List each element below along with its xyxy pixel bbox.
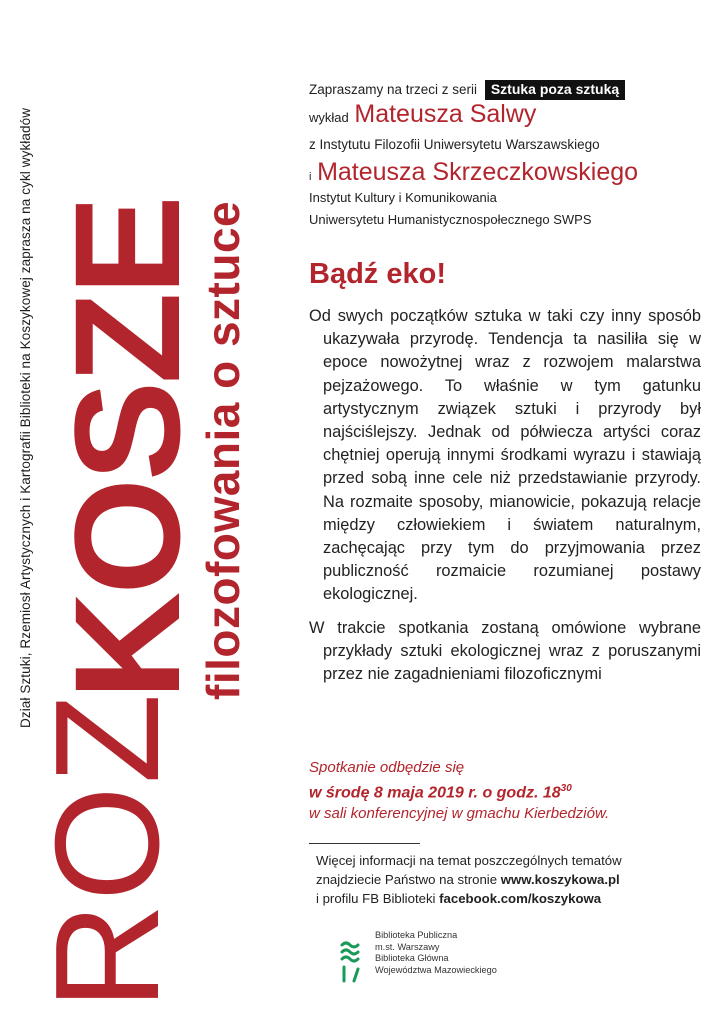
meeting-date bbox=[309, 778, 609, 803]
speaker2-affiliation-1: Instytut Kultury i Komunikowania bbox=[309, 190, 497, 205]
more-info bbox=[316, 851, 622, 908]
library-name bbox=[375, 930, 497, 976]
lecture-prefix: wykład bbox=[309, 110, 349, 125]
info-line-3 bbox=[316, 889, 622, 908]
meeting-intro: Spotkanie odbędzie się bbox=[309, 759, 465, 776]
speaker1-affiliation: z Instytutu Filozofii Uniwersytetu Warszawskiego bbox=[309, 137, 600, 152]
website-link[interactable]: www.koszykowa.pl bbox=[500, 872, 620, 887]
library-line-3: Biblioteka Główna bbox=[375, 953, 449, 963]
speaker2-name: Mateusza Skrzeczkowskiego bbox=[317, 158, 639, 186]
meeting-place: w sali konferencyjnej w gmachu Kierbedziów. bbox=[309, 805, 610, 823]
speaker2-line bbox=[309, 158, 638, 187]
divider bbox=[309, 843, 420, 844]
speaker1-line bbox=[309, 100, 536, 129]
speaker1-name: Mateusza Salwy bbox=[354, 100, 537, 128]
title-prefix: ROZ bbox=[25, 691, 190, 1010]
lecture-paragraph-1: Od swych początków sztuka w taki czy inny sposób ukazywała przyrodę. Tendencja ta nasiliła się w epoce nowożytnej wraz z rozwojem malarstwa pejzażowego. To właśnie w tym gatunku artystycznym związek sztuki i przyrody był najściślejszy. Jednak od półwiecza artyści coraz chętniej operują innymi środkami wyrazu i stawiają przed sobą inne cele niż przedstawianie przyrody. Na rozmaite sposoby, mianowicie, pokazują relacje między człowiekiem i światem naturalnym, zachęcając przy tym do przyjmowania przez publiczność rozmaicie rozumianej postawy ekologicznej. bbox=[309, 307, 701, 604]
meeting-minutes: 30 bbox=[560, 783, 572, 794]
lecture-paragraph-2: W trakcie spotkania zostaną omówione wybrane przykłady sztuki ekologicznej wraz z poruszanymi przez nie zagadnieniami filozoficznymi bbox=[309, 619, 701, 684]
library-line-1: Biblioteka Publiczna bbox=[375, 930, 458, 940]
facebook-link[interactable]: facebook.com/koszykowa bbox=[439, 891, 602, 906]
info-line-2 bbox=[316, 870, 622, 889]
lecture-title: Bądź eko! bbox=[309, 258, 446, 290]
intro-line bbox=[309, 80, 625, 100]
intro-text: Zapraszamy na trzeci z serii bbox=[309, 82, 478, 97]
speaker2-affiliation-2: Uniwersytetu Humanistycznospołecznego SWPS bbox=[309, 212, 592, 227]
info-line-1: Więcej informacji na temat poszczególnych tematów bbox=[316, 853, 622, 868]
series-badge: Sztuka poza sztuką bbox=[485, 80, 625, 100]
library-line-2: m.st. Warszawy bbox=[375, 941, 440, 952]
info-line-2-prefix: znajdziecie Państwo na stronie bbox=[316, 872, 501, 887]
library-line-4: Województwa Mazowieckiego bbox=[375, 964, 497, 975]
info-line-3-prefix: i profilu FB Biblioteki bbox=[316, 891, 440, 906]
meeting-date-text: w środę 8 maja 2019 r. o godz. 18 bbox=[309, 784, 561, 802]
library-logo-icon bbox=[338, 931, 364, 985]
title-subtitle: filozofowania o sztuce bbox=[197, 200, 249, 700]
meeting-details bbox=[309, 757, 609, 824]
and-word: i bbox=[309, 171, 312, 183]
title-main: KOSZE bbox=[43, 198, 211, 700]
series-caption: Dział Sztuki, Rzemiosł Artystycznych i Kartografii Biblioteki na Koszykowej zaprasza na cykl wykładów bbox=[18, 107, 33, 728]
